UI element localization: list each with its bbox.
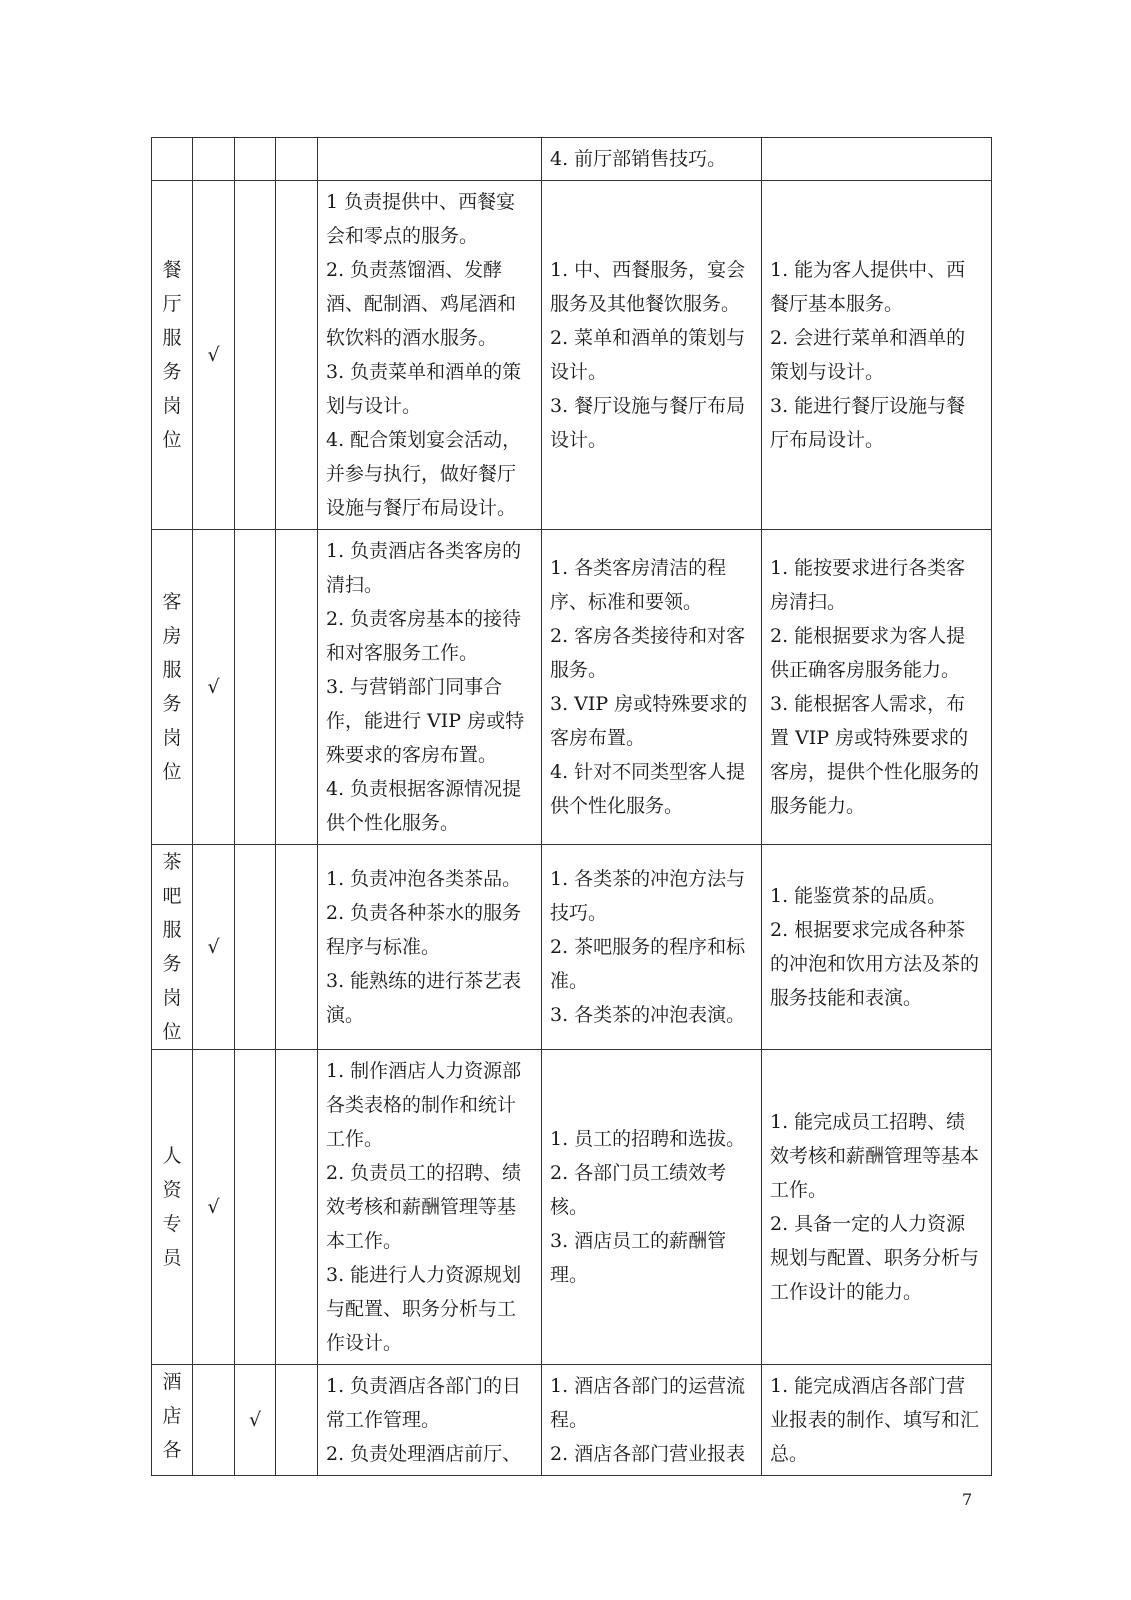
duties-item: 2. 负责蒸馏酒、发酵酒、配制酒、鸡尾酒和软饮料的酒水服务。 — [326, 259, 517, 349]
abilities-item: 3. 能根据客人需求，布置 VIP 房或特殊要求的客房，提供个性化服务的服务能力。 — [770, 693, 980, 817]
duties-item: 1. 负责酒店各部门的日常工作管理。 — [326, 1375, 522, 1431]
check-mark-cell: √ — [193, 181, 235, 530]
abilities-item: 1. 能按要求进行各类客房清扫。 — [770, 557, 966, 613]
duties-item: 2. 负责员工的招聘、绩效考核和薪酬管理等基本工作。 — [326, 1162, 522, 1252]
abilities-cell — [762, 845, 992, 1050]
check-mark-cell — [276, 1365, 318, 1476]
duties-item: 4. 配合策划宴会活动，并参与执行，做好餐厅设施与餐厅布局设计。 — [326, 429, 522, 519]
abilities-cell — [762, 181, 992, 530]
knowledge-item: 2. 客房各类接待和对客服务。 — [550, 625, 746, 681]
abilities-item: 2. 根据要求完成各种茶的冲泡和饮用方法及茶的服务技能和表演。 — [770, 919, 980, 1009]
table-row — [152, 1365, 992, 1476]
abilities-item: 3. 能进行餐厅设施与餐厅布局设计。 — [770, 395, 966, 451]
duties-cell — [318, 530, 542, 845]
abilities-cell — [762, 1050, 992, 1365]
duties-cell — [318, 1365, 542, 1476]
table-row — [152, 845, 992, 1050]
check-mark-cell: √ — [193, 530, 235, 845]
position-name: 人资专员 — [162, 1145, 182, 1269]
check-mark-cell — [276, 181, 318, 530]
position-name-cell — [152, 845, 193, 1050]
knowledge-item: 3. VIP 房或特殊要求的客房布置。 — [550, 693, 748, 749]
abilities-cell — [762, 1365, 992, 1476]
check-mark-cell — [276, 845, 318, 1050]
check-mark-cell — [276, 138, 318, 181]
abilities-item: 2. 会进行菜单和酒单的策划与设计。 — [770, 327, 966, 383]
check-mark-cell — [235, 530, 276, 845]
knowledge-cell — [542, 1050, 762, 1365]
table-row — [152, 138, 992, 181]
knowledge-item: 1. 中、西餐服务，宴会服务及其他餐饮服务。 — [550, 259, 746, 315]
duties-item: 3. 与营销部门同事合作，能进行 VIP 房或特殊要求的客房布置。 — [326, 676, 525, 766]
duties-cell — [318, 138, 542, 181]
duties-item: 3. 能熟练的进行茶艺表演。 — [326, 970, 522, 1026]
table-body — [152, 138, 992, 1476]
position-name: 酒店各 — [162, 1371, 182, 1461]
abilities-cell — [762, 138, 992, 181]
check-mark-cell — [276, 530, 318, 845]
knowledge-item: 3. 餐厅设施与餐厅布局设计。 — [550, 395, 746, 451]
position-name-cell — [152, 138, 193, 181]
table-row — [152, 530, 992, 845]
position-name: 客房服务岗位 — [162, 591, 182, 783]
knowledge-cell — [542, 138, 762, 181]
check-mark-cell — [276, 1050, 318, 1365]
duties-item: 3. 负责菜单和酒单的策划与设计。 — [326, 361, 522, 417]
abilities-item: 2. 具备一定的人力资源规划与配置、职务分析与工作设计的能力。 — [770, 1213, 980, 1303]
check-mark-cell — [235, 1050, 276, 1365]
knowledge-cell — [542, 845, 762, 1050]
duties-item: 4. 负责根据客源情况提供个性化服务。 — [326, 778, 522, 834]
knowledge-cell — [542, 530, 762, 845]
position-name-cell — [152, 181, 193, 530]
check-mark-cell — [235, 845, 276, 1050]
duties-item: 1. 负责冲泡各类茶品。 — [326, 868, 522, 890]
knowledge-item: 4. 针对不同类型客人提供个性化服务。 — [550, 761, 746, 817]
abilities-item: 1. 能鉴赏茶的品质。 — [770, 885, 947, 907]
duties-cell — [318, 181, 542, 530]
abilities-item: 2. 能根据要求为客人提供正确客房服务能力。 — [770, 625, 966, 681]
knowledge-cell — [542, 1365, 762, 1476]
check-mark-cell: √ — [193, 1050, 235, 1365]
check-mark-cell — [235, 138, 276, 181]
duties-item: 1. 负责酒店各类客房的清扫。 — [326, 540, 522, 596]
check-mark-cell — [193, 1365, 235, 1476]
duties-item: 1 负责提供中、西餐宴会和零点的服务。 — [326, 191, 516, 247]
knowledge-item: 1. 各类客房清洁的程序、标准和要领。 — [550, 557, 727, 613]
position-name: 茶吧服务岗位 — [162, 851, 182, 1043]
knowledge-item: 2. 各部门员工绩效考核。 — [550, 1162, 727, 1218]
job-requirements-table — [151, 137, 992, 1476]
duties-item: 2. 负责各种茶水的服务程序与标准。 — [326, 902, 522, 958]
position-name-cell — [152, 530, 193, 845]
knowledge-cell — [542, 181, 762, 530]
table-row — [152, 1050, 992, 1365]
position-name-cell — [152, 1050, 193, 1365]
knowledge-item: 4. 前厅部销售技巧。 — [550, 148, 727, 170]
duties-item: 2. 负责客房基本的接待和对客服务工作。 — [326, 608, 522, 664]
knowledge-item: 3. 各类茶的冲泡表演。 — [550, 1004, 746, 1026]
page-number: 7 — [962, 1490, 973, 1509]
knowledge-item: 2. 茶吧服务的程序和标准。 — [550, 936, 746, 992]
abilities-item: 1. 能完成酒店各部门营业报表的制作、填写和汇总。 — [770, 1375, 980, 1465]
knowledge-item: 1. 员工的招聘和选拔。 — [550, 1128, 746, 1150]
abilities-cell — [762, 530, 992, 845]
knowledge-item: 1. 酒店各部门的运营流程。 — [550, 1375, 746, 1431]
knowledge-item: 2. 菜单和酒单的策划与设计。 — [550, 327, 746, 383]
knowledge-item: 2. 酒店各部门营业报表 — [550, 1443, 746, 1465]
knowledge-item: 1. 各类茶的冲泡方法与技巧。 — [550, 868, 746, 924]
check-mark-cell: √ — [193, 845, 235, 1050]
abilities-item: 1. 能完成员工招聘、绩效考核和薪酬管理等基本工作。 — [770, 1111, 980, 1201]
duties-item: 3. 能进行人力资源规划与配置、职务分析与工作设计。 — [326, 1264, 522, 1354]
check-mark-cell: √ — [235, 1365, 276, 1476]
position-name-cell — [152, 1365, 193, 1476]
duties-cell — [318, 845, 542, 1050]
knowledge-item: 3. 酒店员工的薪酬管理。 — [550, 1230, 727, 1286]
table-row — [152, 181, 992, 530]
check-mark-cell — [193, 138, 235, 181]
abilities-item: 1. 能为客人提供中、西餐厅基本服务。 — [770, 259, 966, 315]
position-name: 餐厅服务岗位 — [162, 259, 182, 451]
check-mark-cell — [235, 181, 276, 530]
duties-cell — [318, 1050, 542, 1365]
duties-item: 1. 制作酒店人力资源部各类表格的制作和统计工作。 — [326, 1060, 522, 1150]
duties-item: 2. 负责处理酒店前厅、 — [326, 1443, 522, 1465]
